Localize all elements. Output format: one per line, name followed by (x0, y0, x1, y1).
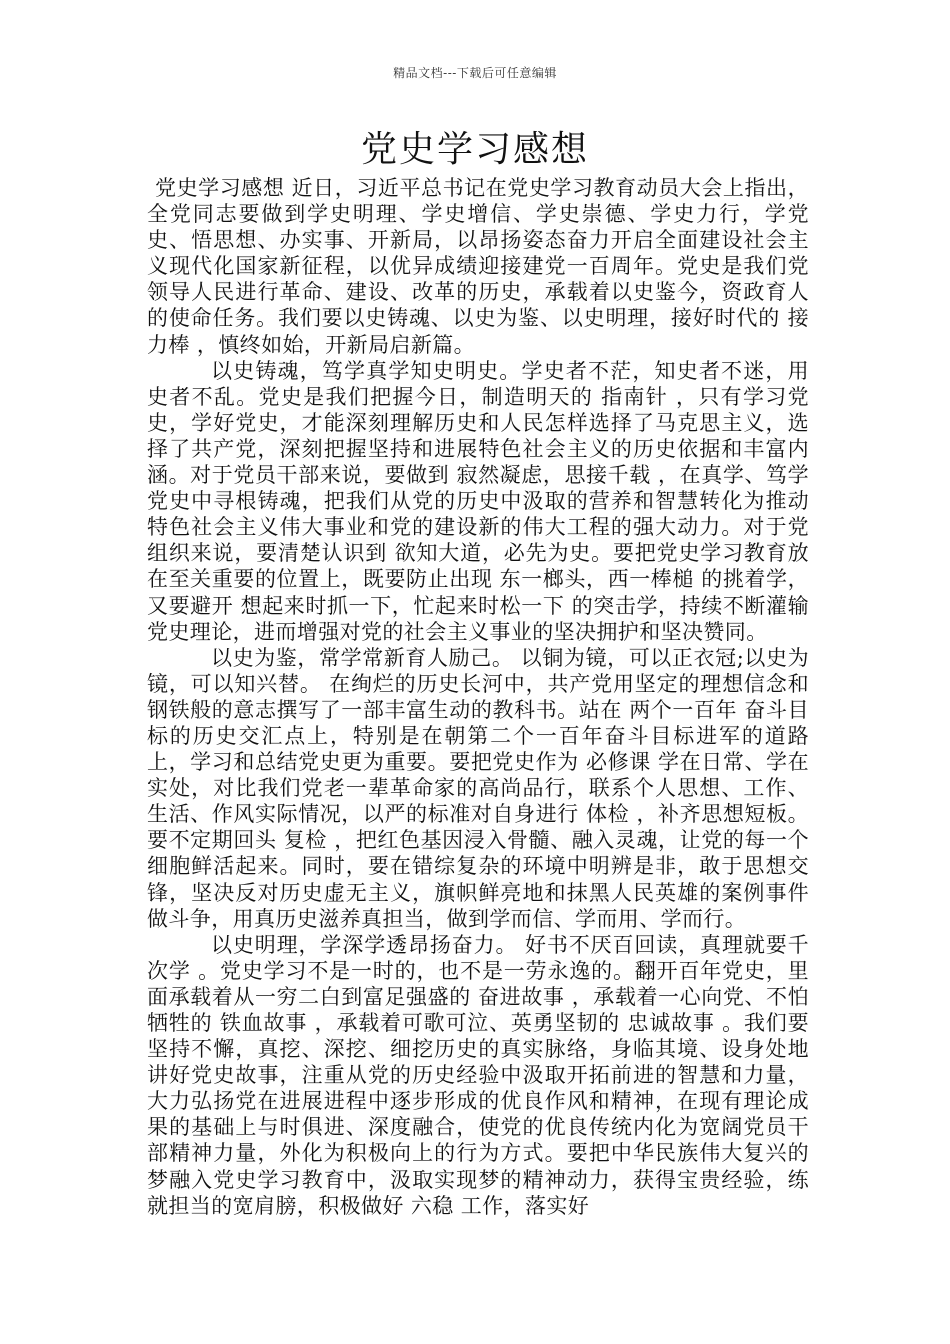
paragraph-intro: 党史学习感想 近日，习近平总书记在党史学习教育动员大会上指出，全党同志要做到学史明理、学史增信、学史崇德、学史力行，学党史、悟思想、办实事、开新局，以昂扬姿态奋力开启全面建设社会主义现代化国家新征程，以优异成绩迎接建党一百周年。党史是我们党领导人民进行革命、建设、改革的历史，承载着以史鉴今，资政育人的使命任务。我们要以史铸魂、以史为鉴、以史明理，接好时代的 接力棒 ，慎终如始，开新局启新篇。 (147, 176, 809, 357)
page-header: 精品文档---下载后可任意编辑 (393, 66, 557, 80)
paragraph-history-mirror: 以史为鉴，常学常新育人励己。 以铜为镜，可以正衣冠;以史为镜，可以知兴替。 在绚烂的历史长河中，共产党用坚定的理想信念和钢铁般的意志撰写了一部丰富生动的教科书。站在 两个一百年 奋斗目标的历史交汇点上，特别是在朝第二个一百年奋斗目标进军的道路上，学习和总结党史更为重要。要把党史作为 必修课 学在日常、学在实处，对比我们党老一辈革命家的高尚品行，联系个人思想、工作、生活、作风实际情况，以严的标准对自身进行 体检 ，补齐思想短板。要不定期回头 复检 ，把红色基因浸入骨髓、融入灵魂，让党的每一个细胞鲜活起来。同时，要在错综复杂的环境中明辨是非，敢于思想交锋，坚决反对历史虚无主义，旗帜鲜亮地和抹黑人民英雄的案例事件做斗争，用真历史滋养真担当，做到学而信、学而用、学而行。 (147, 645, 809, 931)
document-title: 党史学习感想 (360, 129, 589, 170)
paragraph-history-reason: 以史明理，学深学透昂扬奋力。 好书不厌百回读，真理就要千次学 。党史学习不是一时的，也不是一劳永逸的。翻开百年党史，里面承载着从一穷二白到富足强盛的 奋进故事 ，承载着一心向党、不怕牺牲的 铁血故事 ，承载着可歌可泣、英勇坚韧的 忠诚故事 。我们要坚持不懈，真挖、深挖、细挖历史的真实脉络，身临其境、设身处地讲好党史故事，注重从党的历史经验中汲取开拓前进的智慧和力量，大力弘扬党在进展进程中逐步形成的优良作风和精神，在现有理论成果的基础上与时俱进、深度融合，使党的优良传统内化为宽阔党员干部精神力量，外化为积极向上的行为方式。要把中华民族伟大复兴的梦融入党史学习教育中，汲取实现梦的精神动力，获得宝贵经验，练就担当的宽肩膀，积极做好 六稳 工作，落实好 (147, 932, 809, 1218)
document-body (147, 175, 809, 1219)
paragraph-history-soul: 以史铸魂，笃学真学知史明史。学史者不茫，知史者不迷，用史者不乱。党史是我们把握今日，制造明天的 指南针 ，只有学习党史，学好党史，才能深刻理解历史和人民怎样选择了马克思主义，选择了共产党，深刻把握坚持和进展特色社会主义的历史依据和丰富内涵。对于党员干部来说，要做到 寂然凝虑，思接千载 ，在真学、笃学党史中寻根铸魂，把我们从党的历史中汲取的营养和智慧转化为推动特色社会主义伟大事业和党的建设新的伟大工程的强大动力。对于党组织来说，要清楚认识到 欲知大道，必先为史。要把党史学习教育放在至关重要的位置上，既要防止出现 东一榔头，西一棒槌 的挑着学，又要避开 想起来时抓一下，忙起来时松一下 的突击学，持续不断灌输党史理论，进而增强对党的社会主义事业的坚决拥护和坚决赞同。 (147, 358, 809, 644)
